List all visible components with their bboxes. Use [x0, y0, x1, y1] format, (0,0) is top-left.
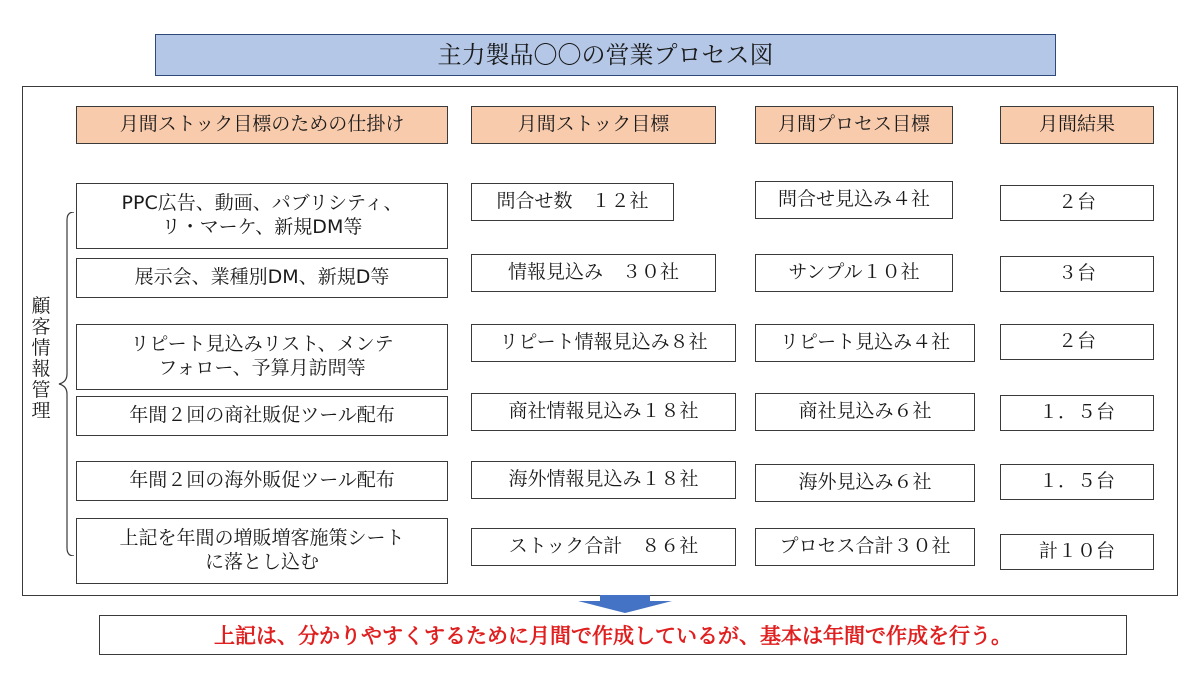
stock-target-box: 問合せ数 １２社	[471, 183, 674, 221]
stock-target-box: 海外情報見込み１８社	[471, 461, 736, 499]
header-result: 月間結果	[1000, 106, 1154, 144]
stock-target-box: 情報見込み ３０社	[471, 254, 716, 292]
mechanism-box: 年間２回の海外販促ツール配布	[76, 461, 448, 501]
result-box: ３台	[1000, 256, 1154, 292]
result-box: ２台	[1000, 185, 1154, 221]
mechanism-box: PPC広告、動画、パブリシティ、 リ・マーケ、新規DM等	[76, 183, 448, 249]
process-target-box: リピート見込み４社	[755, 324, 975, 362]
stock-target-box: ストック合計 ８６社	[471, 528, 736, 566]
diagram-title: 主力製品〇〇の営業プロセス図	[155, 34, 1056, 76]
header-mechanism: 月間ストック目標のための仕掛け	[76, 106, 448, 144]
process-target-box: プロセス合計３０社	[755, 528, 975, 566]
result-box: ２台	[1000, 324, 1154, 360]
mechanism-box: 上記を年間の増販増客施策シート に落とし込む	[76, 518, 448, 584]
bracket-icon	[58, 212, 76, 556]
header-process-target: 月間プロセス目標	[755, 106, 953, 144]
stock-target-box: リピート情報見込み８社	[471, 324, 736, 362]
process-target-box: サンプル１０社	[755, 254, 953, 292]
stock-target-box: 商社情報見込み１８社	[471, 393, 736, 431]
process-target-box: 商社見込み６社	[755, 393, 975, 431]
process-target-box: 問合せ見込み４社	[755, 181, 953, 219]
mechanism-box: リピート見込みリスト、メンテ フォロー、予算月訪問等	[76, 324, 448, 390]
mechanism-box: 年間２回の商社販促ツール配布	[76, 396, 448, 436]
result-box: 計１０台	[1000, 534, 1154, 570]
down-arrow-icon	[578, 595, 672, 613]
result-box: １．５台	[1000, 395, 1154, 431]
side-label: 顧 客 情 報 管 理	[31, 295, 51, 422]
mechanism-box: 展示会、業種別DM、新規D等	[76, 258, 448, 298]
footnote: 上記は、分かりやすくするために月間で作成しているが、基本は年間で作成を行う。	[99, 615, 1127, 655]
process-target-box: 海外見込み６社	[755, 464, 975, 502]
header-stock-target: 月間ストック目標	[471, 106, 716, 144]
result-box: １．５台	[1000, 464, 1154, 500]
